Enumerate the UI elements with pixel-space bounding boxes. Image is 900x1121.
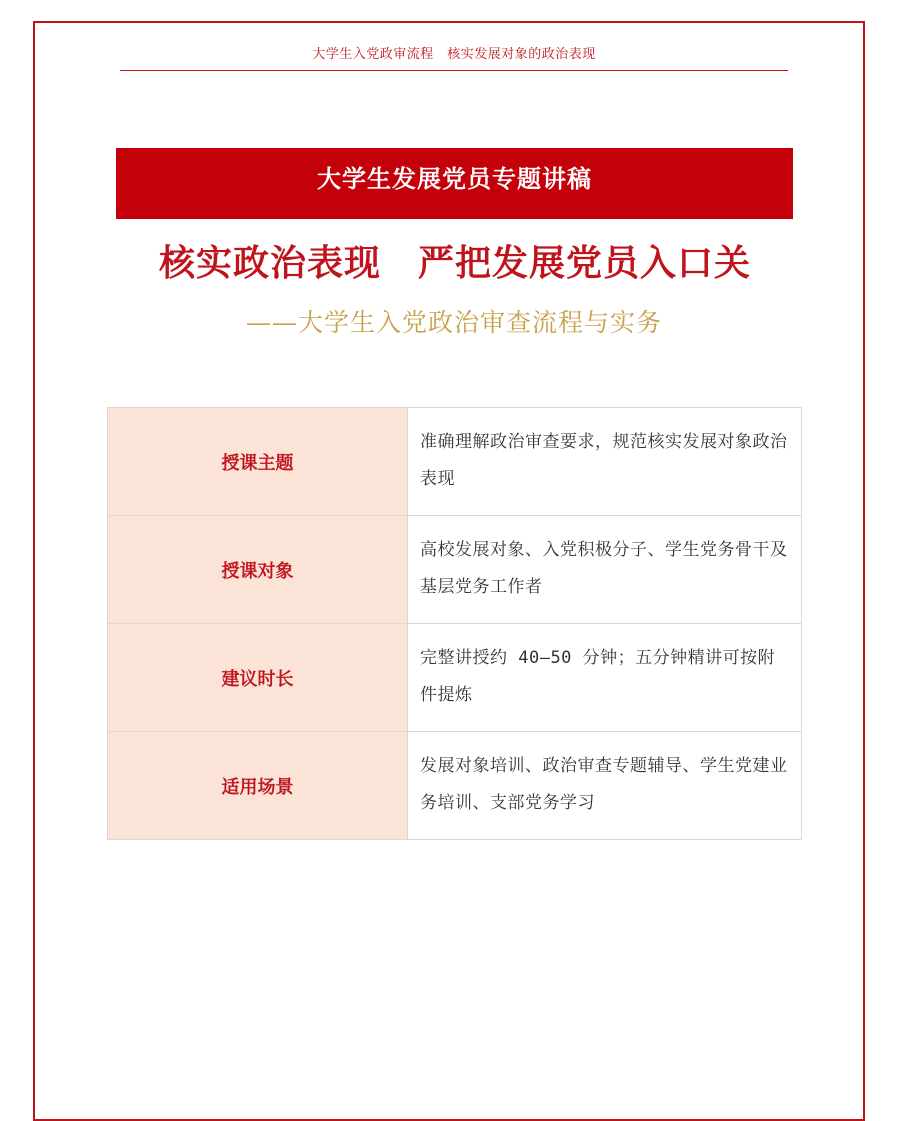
table-row xyxy=(108,516,802,624)
row-value: 发展对象培训、政治审查专题辅导、学生党建业务培训、支部党务学习 xyxy=(408,732,802,840)
row-value: 完整讲授约 40—50 分钟；五分钟精讲可按附件提炼 xyxy=(408,624,802,732)
table-row xyxy=(108,732,802,840)
row-label: 授课对象 xyxy=(108,516,408,624)
row-label: 建议时长 xyxy=(108,624,408,732)
row-label: 适用场景 xyxy=(108,732,408,840)
banner-text: 大学生发展党员专题讲稿 xyxy=(317,165,592,193)
subtitle: ——大学生入党政治审查流程与实务 xyxy=(245,308,662,337)
info-table xyxy=(107,407,802,840)
table-row xyxy=(108,408,802,516)
running-header: 大学生入党政审流程 核实发展对象的政治表现 xyxy=(312,47,596,62)
row-label: 授课主题 xyxy=(108,408,408,516)
header-rule xyxy=(120,70,788,71)
main-title: 核实政治表现 严把发展党员入口关 xyxy=(158,243,751,284)
row-value: 高校发展对象、入党积极分子、学生党务骨干及基层党务工作者 xyxy=(408,516,802,624)
title-banner xyxy=(116,148,793,219)
row-value: 准确理解政治审查要求，规范核实发展对象政治表现 xyxy=(408,408,802,516)
table-row xyxy=(108,624,802,732)
